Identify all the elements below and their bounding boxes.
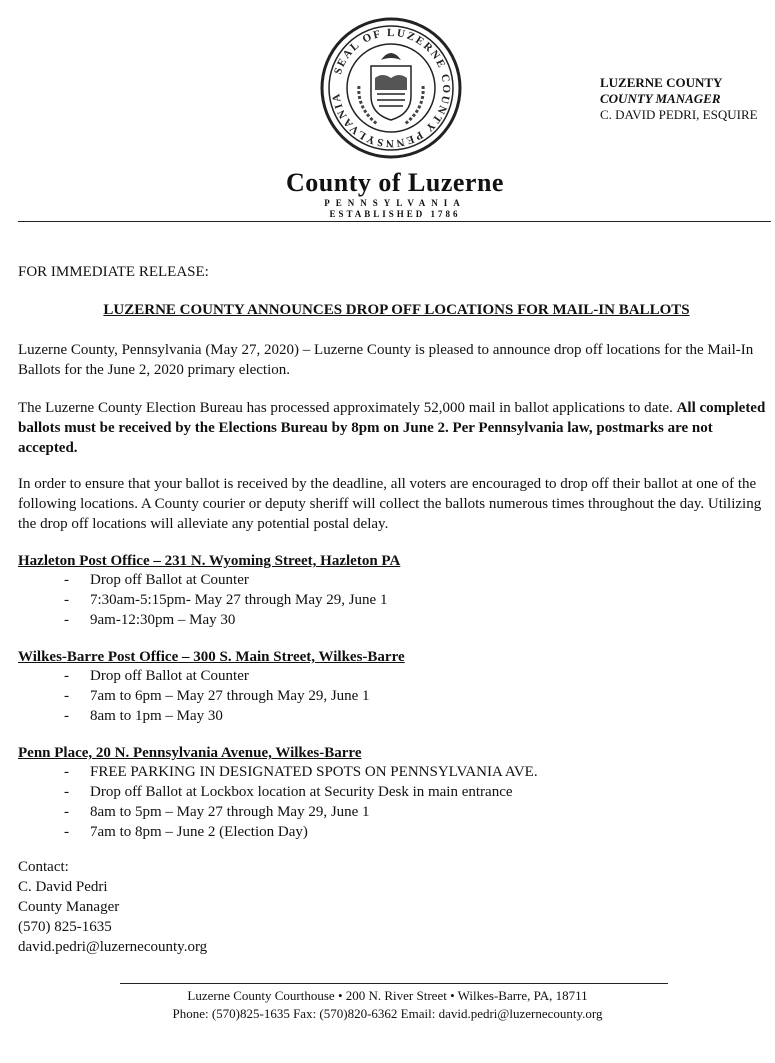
location-heading-hazleton: Hazleton Post Office – 231 N. Wyoming Street, Hazleton PA [18, 553, 401, 569]
list-item: - Drop off Ballot at Counter [64, 666, 370, 686]
list-item: - 8am to 5pm – May 27 through May 29, June 1 [64, 802, 538, 822]
footer-contact: Phone: (570)825-1635 Fax: (570)820-6362 Email: david.pedri@luzernecounty.org [172, 1006, 603, 1021]
county-seal-icon [319, 16, 463, 160]
county-wordmark [280, 166, 510, 219]
wordmark-state: PENNSYLVANIA [324, 198, 466, 208]
svg-text:SEAL OF LUZERNE COUNTY PENNSYL: SEAL OF LUZERNE COUNTY PENNSYLVANIA [330, 26, 453, 150]
processed-paragraph [18, 398, 770, 458]
location-list-penn-place [64, 762, 538, 842]
list-item: - 7am to 8pm – June 2 (Election Day) [64, 822, 538, 842]
office-title: COUNTY MANAGER [600, 91, 721, 106]
headline: LUZERNE COUNTY ANNOUNCES DROP OFF LOCATIONS FOR MAIL-IN BALLOTS [103, 302, 690, 318]
encourage-paragraph: In order to ensure that your ballot is received by the deadline, all voters are encouraged to drop off their ballot at one of the following locations. A County courier or deputy sheriff will collect the ballots numerous times throughout the day. Utilizing the drop off locations will alleviate any potential postal delay. [18, 476, 762, 532]
contact-label: Contact: [18, 859, 69, 875]
footer-address: Luzerne County Courthouse • 200 N. River Street • Wilkes-Barre, PA, 18711 [187, 988, 588, 1003]
office-name: LUZERNE COUNTY [600, 75, 723, 90]
list-item: - 9am-12:30pm – May 30 [64, 610, 387, 630]
list-item: - Drop off Ballot at Counter [64, 570, 387, 590]
office-person: C. DAVID PEDRI, ESQUIRE [600, 107, 758, 122]
contact-name: C. David Pedri [18, 879, 108, 895]
deadline-text: All completed ballots must be received by the Elections Bureau by 8pm on June 2. Per Pennsylvania law, postmarks are not accepted. [18, 400, 766, 456]
location-list-hazleton [64, 570, 387, 630]
list-item: - Drop off Ballot at Lockbox location at Security Desk in main entrance [64, 782, 538, 802]
list-item: - 8am to 1pm – May 30 [64, 706, 370, 726]
intro-paragraph: Luzerne County, Pennsylvania (May 27, 2020) – Luzerne County is pleased to announce drop off locations for the Mail-In Ballots for the June 2, 2020 primary election. [18, 342, 754, 378]
header-divider [18, 221, 771, 222]
location-heading-wilkes-barre-po: Wilkes-Barre Post Office – 300 S. Main Street, Wilkes-Barre [18, 649, 405, 665]
contact-title: County Manager [18, 899, 120, 915]
contact-block [18, 857, 207, 957]
footer-divider [120, 983, 668, 984]
processed-text: The Luzerne County Election Bureau has processed approximately 52,000 mail in ballot applications to date. [18, 400, 673, 416]
contact-email[interactable]: david.pedri@luzernecounty.org [18, 939, 208, 955]
list-item: - FREE PARKING IN DESIGNATED SPOTS ON PENNSYLVANIA AVE. [64, 762, 538, 782]
wordmark-established: ESTABLISHED 1786 [329, 209, 461, 219]
wordmark-title: County of Luzerne [286, 168, 504, 197]
office-block [600, 75, 758, 123]
list-item: - 7am to 6pm – May 27 through May 29, June 1 [64, 686, 370, 706]
release-label: FOR IMMEDIATE RELEASE: [18, 264, 209, 280]
contact-phone: (570) 825-1635 [18, 919, 112, 935]
location-list-wilkes-barre-po [64, 666, 370, 726]
county-seal [319, 16, 463, 160]
location-heading-penn-place: Penn Place, 20 N. Pennsylvania Avenue, Wilkes-Barre [18, 745, 362, 761]
list-item: - 7:30am-5:15pm- May 27 through May 29, June 1 [64, 590, 387, 610]
